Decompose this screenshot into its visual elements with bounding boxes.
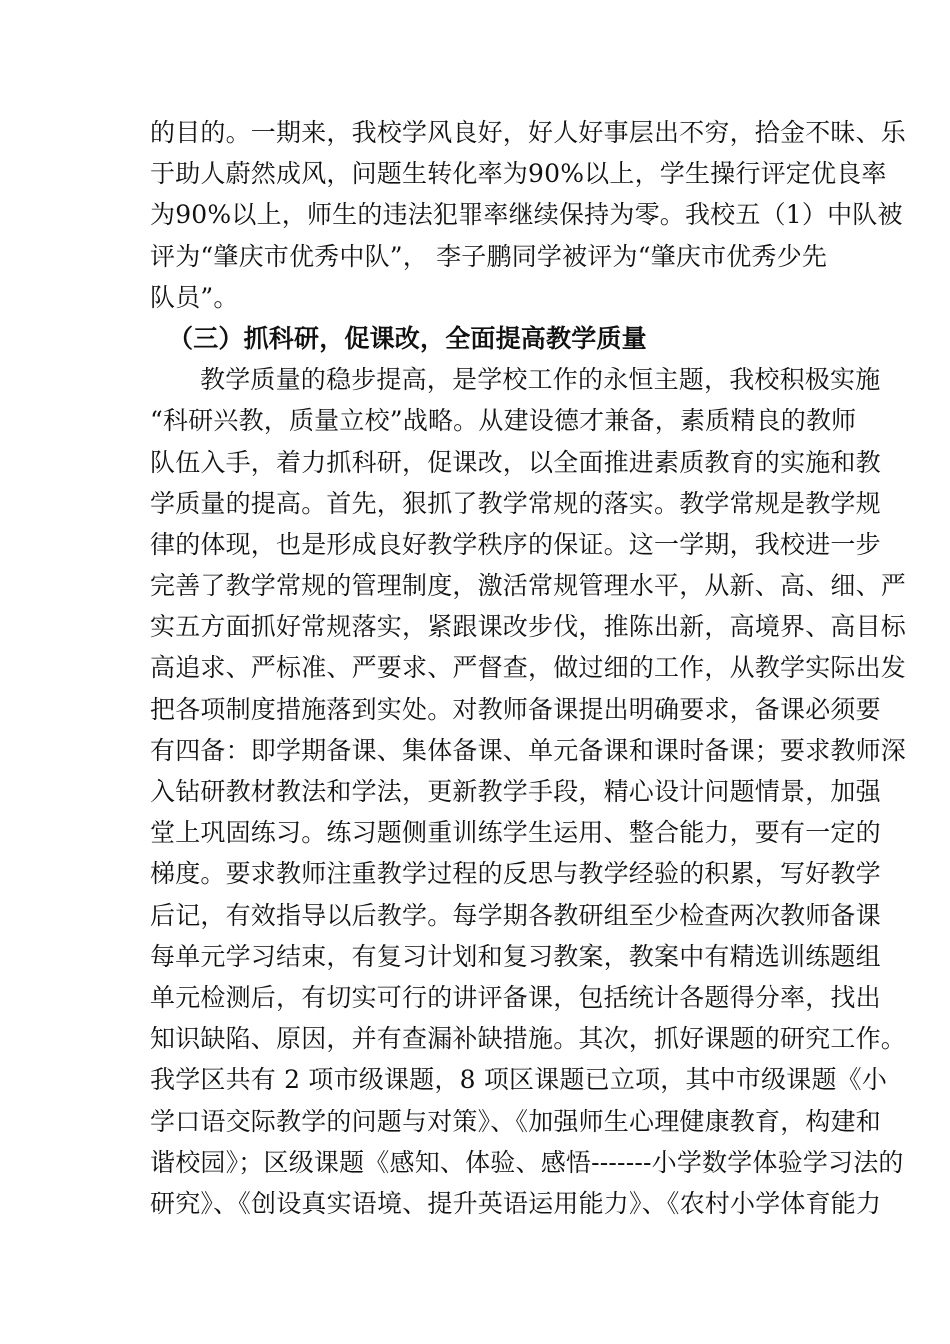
paragraph-line: 研究》、《创设真实语境、提升英语运用能力》、《农村小学体育能力	[150, 1188, 882, 1218]
paragraph-line: 堂上巩固练习。练习题侧重训练学生运用、整合能力，要有一定的	[150, 818, 881, 848]
paragraph-line: 知识缺陷、原因，并有查漏补缺措施。其次，抓好课题的研究工作。	[150, 1024, 907, 1054]
paragraph-line: 梯度。要求教师注重教学过程的反思与教学经验的积累，写好教学	[150, 859, 881, 889]
paragraph-line: 有四备：即学期备课、集体备课、单元备课和课时备课；要求教师深	[150, 735, 907, 765]
paragraph-line: 完善了教学常规的管理制度，激活常规管理水平，从新、高、细、严	[150, 571, 907, 601]
paragraph-line: 的目的。一期来，我校学风良好，好人好事层出不穷，拾金不昧、乐	[150, 118, 907, 147]
paragraph-line: 每单元学习结束，有复习计划和复习教案，教案中有精选训练题组	[150, 941, 881, 971]
paragraph-line: 律的体现，也是形成良好教学秩序的保证。这一学期，我校进一步	[150, 529, 881, 559]
paragraph-line: “科研兴教，质量立校”战略。从建设德才兼备，素质精良的教师	[150, 406, 857, 436]
paragraph-line: 为90%以上，师生的违法犯罪率继续保持为零。我校五（1）中队被	[150, 200, 903, 230]
paragraph-line: 后记，有效指导以后教学。每学期各教研组至少检查两次教师备课	[150, 900, 881, 930]
body-text	[150, 112, 907, 1224]
paragraph-line: 队员”。	[150, 282, 239, 312]
paragraph-line: 把各项制度措施落到实处。对教师备课提出明确要求，备课必须要	[150, 694, 881, 724]
paragraph-line: 入钻研教材教法和学法，更新教学手段，精心设计问题情景，加强	[150, 777, 881, 806]
paragraph-line: 于助人蔚然成风，问题生转化率为90%以上，学生操行评定优良率	[150, 159, 887, 189]
section-heading: （三）抓科研，促课改，全面提高教学质量	[168, 323, 647, 353]
paragraph-line: 单元检测后，有切实可行的讲评备课，包括统计各题得分率，找出	[150, 982, 881, 1012]
paragraph-line: 队伍入手，着力抓科研，促课改，以全面推进素质教育的实施和教	[150, 447, 881, 477]
paragraph-first-line: 教学质量的稳步提高，是学校工作的永恒主题，我校积极实施	[200, 365, 881, 395]
paragraph-line: 学口语交际教学的问题与对策》、《加强师生心理健康教育，构建和	[150, 1106, 882, 1136]
paragraph-line: 评为“肇庆市优秀中队”， 李子鹏同学被评为“肇庆市优秀少先	[150, 241, 828, 271]
paragraph-line: 学质量的提高。首先，狠抓了教学常规的落实。教学常规是教学规	[150, 488, 881, 518]
paragraph-line: 谐校园》；区级课题《感知、体验、感悟-------小学数学体验学习法的	[150, 1147, 904, 1177]
paragraph-line: 高追求、严标准、严要求、严督查，做过细的工作，从教学实际出发	[150, 653, 907, 683]
paragraph-line: 我学区共有 2 项市级课题，8 项区课题已立项，其中市级课题《小	[150, 1065, 888, 1095]
paragraph-line: 实五方面抓好常规落实，紧跟课改步伐，推陈出新，高境界、高目标	[150, 612, 907, 642]
